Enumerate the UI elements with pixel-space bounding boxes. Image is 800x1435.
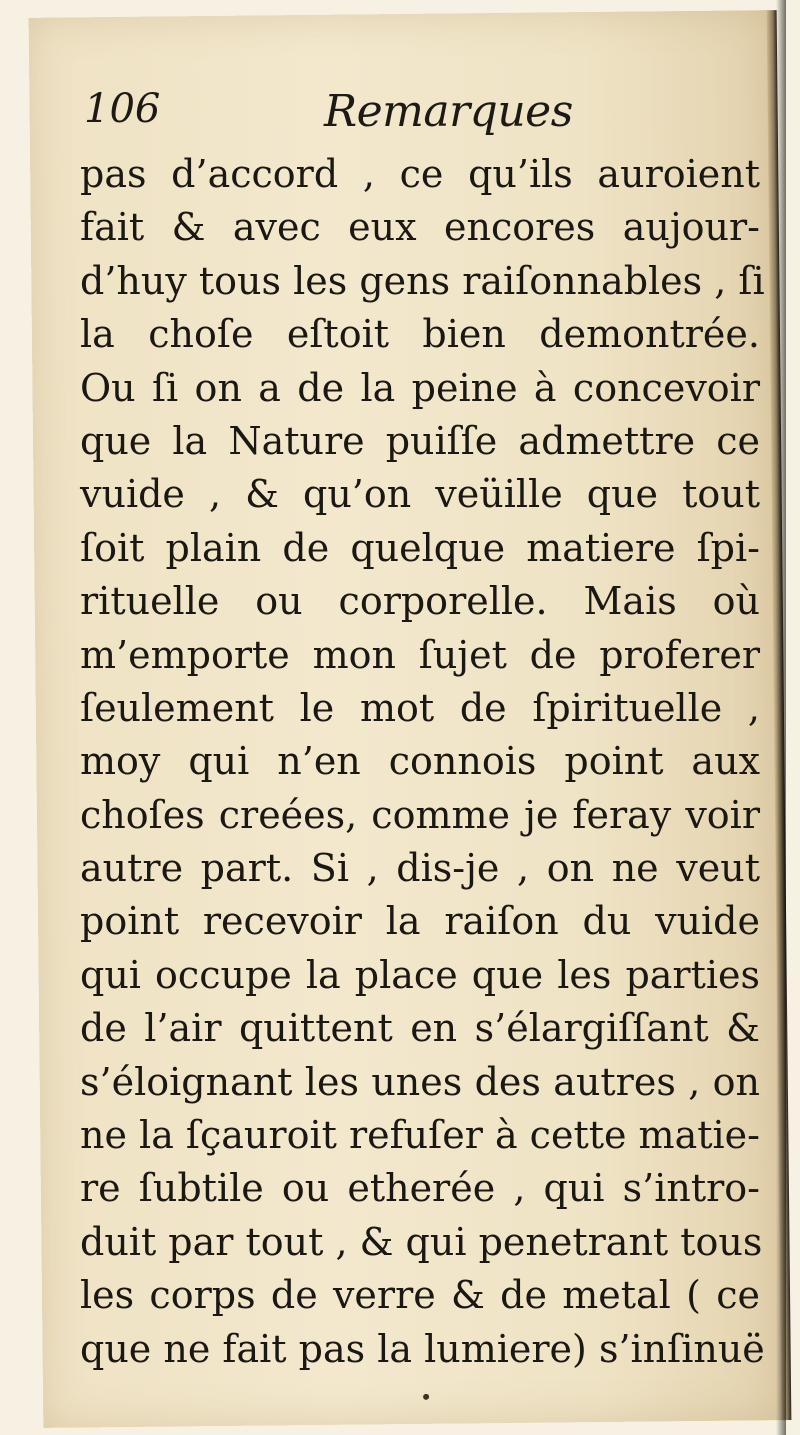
page-header (84, 86, 644, 146)
text-line: pas d’accord , ce qu’ils auroient (80, 152, 760, 196)
text-line: que la Nature puiſſe admettre ce (80, 418, 760, 463)
text-line: ne la ſçauroit refuſer à cette matie- (80, 1113, 760, 1158)
text-line: vuide , & qu’on veüille que tout (80, 472, 760, 517)
text-line: fait & avec eux encores aujour- (80, 205, 760, 250)
text-line: que ne fait pas la lumiere) s’inſinuë (80, 1326, 765, 1371)
page-edge-shadow (776, 0, 786, 1435)
text-line: la choſe eſtoit bien demontrée. (80, 312, 760, 357)
text-line: re ſubtile ou etherée , qui s’intro- (80, 1166, 760, 1211)
text-line: duit par tout , & qui penetrant tous (80, 1219, 763, 1264)
text-line: rituelle ou corporelle. Mais où (80, 579, 760, 624)
text-line: Ou ſi on a de la peine à concevoir (80, 365, 760, 410)
text-line: ſeulement le mot de ſpirituelle , (80, 685, 760, 730)
page-number: 106 (84, 86, 161, 132)
text-line: point recevoir la raiſon du vuide (80, 899, 760, 944)
text-line: m’emporte mon ſujet de proferer (80, 632, 760, 677)
text-line: s’éloignant les unes des autres , on (80, 1059, 760, 1104)
text-line: moy qui n’en connois point aux (80, 739, 760, 784)
text-line: de l’air quittent en s’élargiſſant & (80, 1006, 760, 1051)
text-line: ſoit plain de quelque matiere ſpi- (80, 525, 760, 570)
text-line: les corps de verre & de metal ( ce (80, 1273, 760, 1318)
body-text (80, 148, 765, 1376)
text-line: d’huy tous les gens raiſonnables , ſi (80, 258, 765, 303)
ink-speck (423, 1394, 429, 1400)
running-title: Remarques (324, 86, 573, 137)
text-line: qui occupe la place que les parties (80, 952, 760, 997)
text-line: choſes creées, comme je feray voir (80, 792, 760, 837)
text-line: autre part. Si , dis-je , on ne veut (80, 846, 760, 891)
